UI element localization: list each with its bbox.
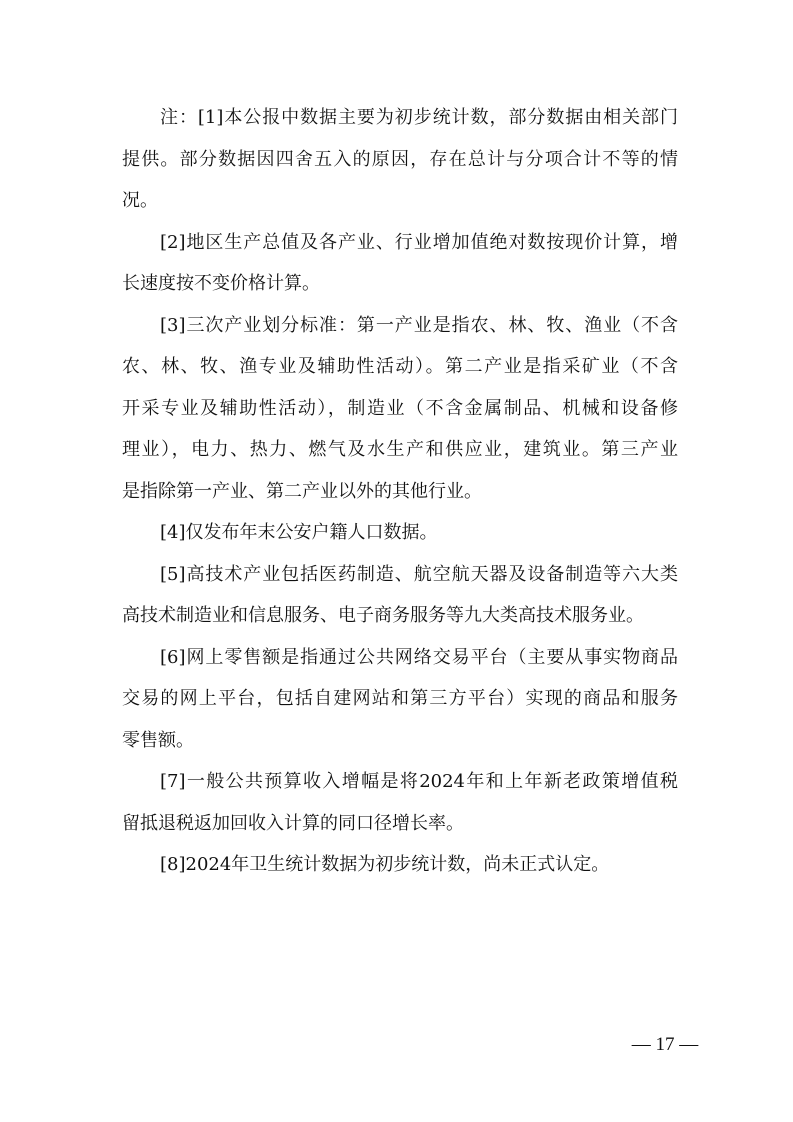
note-line: 注：[1]本公报中数据主要为初步统计数，部分数据由相关部门 — [160, 107, 678, 128]
note-line: 是指除第一产业、第二产业以外的其他行业。 — [122, 480, 482, 502]
note-paragraph — [122, 305, 678, 513]
note-line: 交易的网上平台，包括自建网站和第三方平台）实现的商品和服务 — [122, 688, 678, 709]
note-line: 长速度按不变价格计算。 — [122, 273, 320, 294]
note-line: [5]高技术产业包括医药制造、航空航天器及设备制造等六大类 — [160, 563, 678, 585]
note-line: 农、林、牧、渔专业及辅助性活动）。第二产业是指采矿业（不含 — [122, 356, 678, 377]
note-line: 零售额。 — [122, 729, 194, 751]
note-line: [6]网上零售额是指通过公共网络交易平台（主要从事实物商品 — [160, 646, 678, 668]
page-number: — 17 — — [631, 1034, 699, 1055]
note-paragraph — [122, 97, 678, 222]
note-line: 高技术制造业和信息服务、电子商务服务等九大类高技术服务业。 — [122, 605, 644, 626]
note-paragraph — [122, 637, 678, 762]
note-line: [2]地区生产总值及各产业、行业增加值绝对数按现价计算，增 — [160, 231, 678, 253]
note-line: 留抵退税返加回收入计算的同口径增长率。 — [122, 812, 464, 834]
note-line: [3]三次产业划分标准：第一产业是指农、林、牧、渔业（不含 — [160, 314, 678, 336]
note-paragraph — [122, 554, 678, 637]
note-line: 开采专业及辅助性活动），制造业（不含金属制品、机械和设备修 — [122, 397, 678, 419]
note-line: 况。 — [122, 190, 158, 211]
note-line: [4]仅发布年末公安户籍人口数据。 — [160, 522, 438, 543]
note-line: [7]一般公共预算收入增幅是将2024年和上年新老政策增值税 — [160, 771, 678, 792]
note-line: 提供。部分数据因四舍五入的原因，存在总计与分项合计不等的情 — [122, 148, 678, 170]
note-line: [8]2024年卫生统计数据为初步统计数，尚未正式认定。 — [160, 854, 610, 875]
note-paragraph — [122, 844, 678, 886]
note-line: 理业），电力、热力、燃气及水生产和供应业，建筑业。第三产业 — [122, 439, 678, 460]
note-paragraph — [122, 222, 678, 305]
note-paragraph — [122, 512, 678, 554]
notes-section — [122, 97, 678, 886]
note-paragraph — [122, 761, 678, 844]
